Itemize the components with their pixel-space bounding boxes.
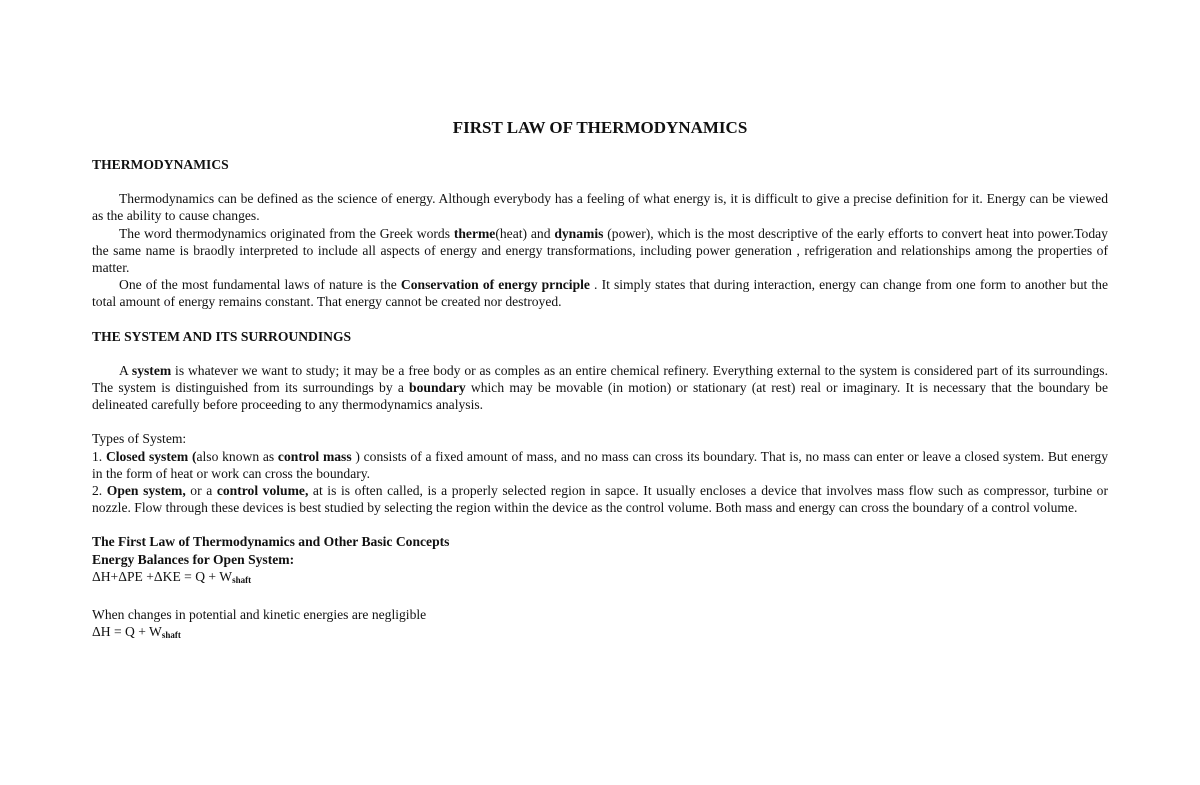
term-conservation: Conservation of energy prnciple xyxy=(400,277,590,293)
term-dynamis: dynamis xyxy=(554,225,604,241)
equation-full-balance xyxy=(92,568,1108,589)
list-number: 1. xyxy=(92,448,106,464)
text-run: One of the most fundamental laws of nature is the xyxy=(119,277,401,293)
text-run: also known as xyxy=(196,448,278,464)
text-run: ) consists of a fixed amount of mass, and no mass can cross its boundary. That is, no mass can enter or leave a closed system. But energy in the form of heat or work can cross the boundary. xyxy=(92,448,1108,481)
paragraph-definition: Thermodynamics can be defined as the science of energy. Although everybody has a feeling of what energy is, it is difficult to give a precise definition for it. Energy can be viewed as the ability to cause changes. xyxy=(92,191,1108,224)
term-control-volume: control volume, xyxy=(216,483,309,499)
text-run: (heat) and xyxy=(495,225,555,241)
equation-main: ΔH+ΔPE +ΔKE = Q + W xyxy=(92,568,233,584)
text-run: is whatever we want to study; it may be a free body or as comples as an entire chemical refinery. Everything external to the system is considered part of its surroundings. The system is distinguished from its surroundings by a xyxy=(92,362,1108,396)
text-run: or a xyxy=(185,483,217,499)
term-system: system xyxy=(131,362,172,378)
types-label: Types of System: xyxy=(92,431,187,447)
text-run: The word thermodynamics originated from the Greek words xyxy=(119,225,454,241)
text-run: (power), which is the most descriptive of the early efforts to convert heat into power.Today the same name is braodly interpreted to include all aspects of energy and energy transformations, including power generation , refrigeration and relationships among the properties of matter. xyxy=(92,225,1108,276)
note-negligible: When changes in potential and kinetic energies are negligible xyxy=(92,607,427,623)
term-therme: therme xyxy=(453,225,496,241)
term-boundary: boundary xyxy=(409,380,466,396)
equation-subscript: shaft xyxy=(161,630,181,641)
equation-main: ΔH = Q + W xyxy=(92,624,162,640)
term-closed-system: Closed system ( xyxy=(105,448,197,464)
paragraph-origin xyxy=(92,225,1108,277)
subheading-energy-balance: Energy Balances for Open System: xyxy=(92,551,295,567)
text-run: A xyxy=(119,362,132,378)
equation-simplified xyxy=(92,623,1108,644)
type-open-system xyxy=(92,482,1108,516)
text-run: which may be movable (in motion) or stationary (at rest) real or imaginary. It is necessary that the boundary be delineated carefully before proceeding to any thermodynamics analysis. xyxy=(92,380,1108,413)
section-heading-first-law: The First Law of Thermodynamics and Other Basic Concepts xyxy=(92,534,450,550)
list-number: 2. xyxy=(92,483,107,499)
equation-subscript: shaft xyxy=(232,574,252,585)
section-heading-system: THE SYSTEM AND ITS SURROUNDINGS xyxy=(92,328,352,344)
text-run: . It simply states that during interaction, energy can change from one form to another but the total amount of energy remains constant. That energy cannot be created nor destroyed. xyxy=(92,277,1108,310)
term-control-mass: control mass xyxy=(277,448,352,464)
text-run: at is is often called, is a properly selected region in sapce. It usually encloses a device that involves mass flow such as compressor, turbine or nozzle. Flow through these devices is best studied by selecting the region within the device as the control volume. Both mass and energy can cross the boundary of a control volume. xyxy=(92,483,1108,516)
term-open-system: Open system, xyxy=(106,483,186,499)
document-page xyxy=(92,118,1108,644)
document-title: FIRST LAW OF THERMODYNAMICS xyxy=(452,118,748,137)
section-heading-thermodynamics: THERMODYNAMICS xyxy=(92,157,229,172)
type-closed-system xyxy=(92,448,1108,482)
paragraph-system xyxy=(92,362,1108,414)
paragraph-conservation xyxy=(92,276,1108,310)
